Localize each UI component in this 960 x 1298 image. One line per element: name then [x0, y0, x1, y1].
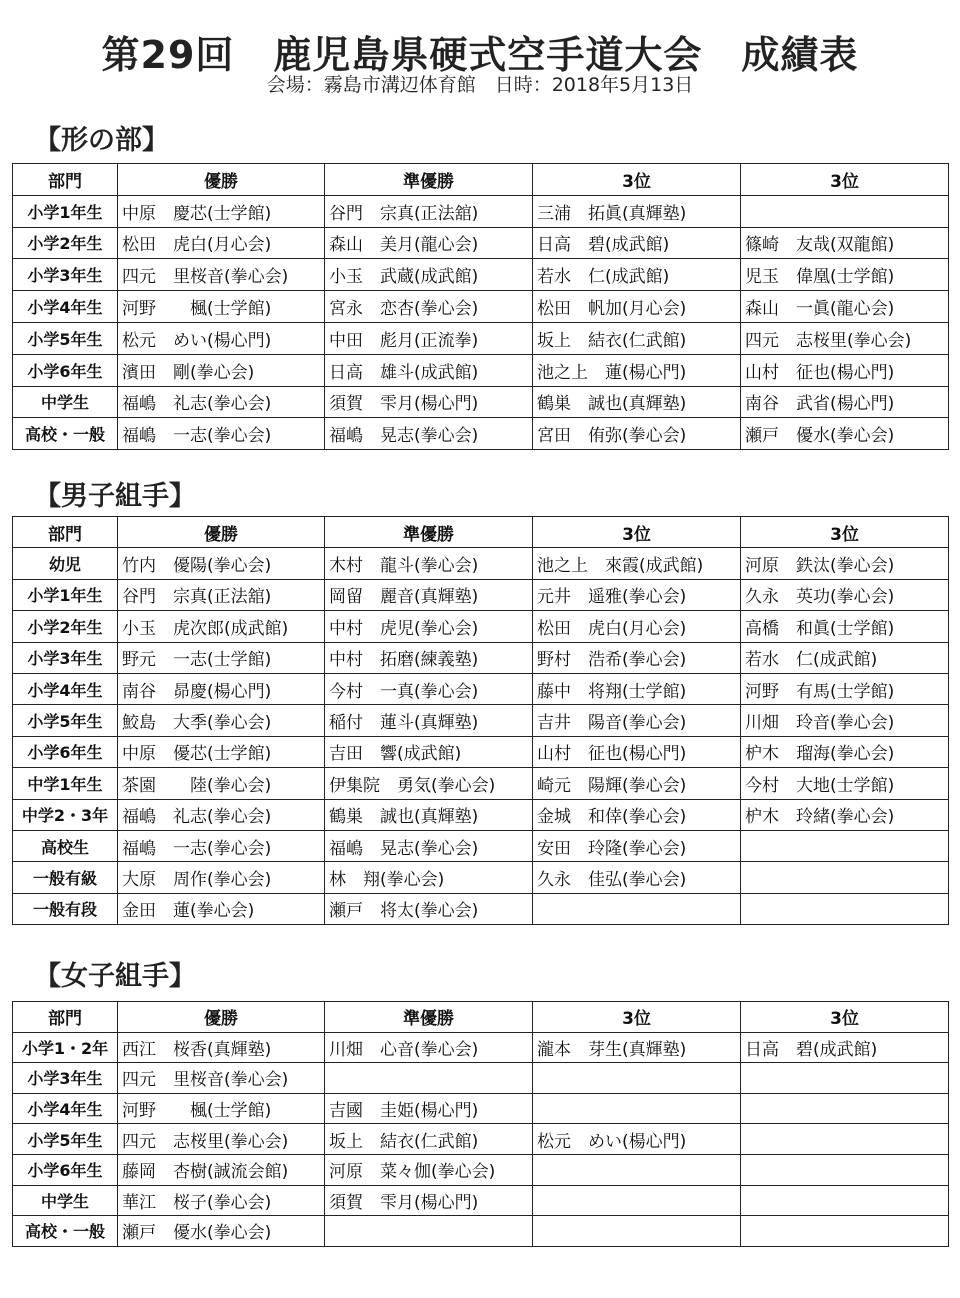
third-place-cell [533, 893, 741, 924]
third-place-cell: 金城 和倖(拳心会) [533, 799, 741, 830]
boys-kumite-results-table [12, 516, 949, 925]
division-cell: 幼児 [13, 548, 118, 579]
runner-up-cell: 谷門 宗真(正法舘) [325, 195, 533, 227]
table-row [13, 548, 949, 579]
third-place-cell: 日高 碧(成武館) [533, 227, 741, 259]
winner-cell: 茶園 陸(拳心会) [118, 768, 325, 799]
winner-cell: 松元 めい(楊心門) [118, 322, 325, 354]
table-row [13, 259, 949, 291]
header-third-place: 3位 [741, 1002, 949, 1033]
table-row [13, 768, 949, 799]
division-cell: 小学5年生 [13, 1124, 118, 1155]
header-third-place: 3位 [741, 164, 949, 196]
winner-cell: 南谷 昴慶(楊心門) [118, 673, 325, 704]
table-row [13, 386, 949, 418]
header-third-place: 3位 [533, 517, 741, 548]
section-heading-boys-kumite: 【男子組手】 [34, 481, 196, 512]
runner-up-cell: 須賀 雫月(楊心門) [325, 386, 533, 418]
division-cell: 一般有級 [13, 862, 118, 893]
table-row [13, 1216, 949, 1247]
third-place-cell: 川畑 玲音(拳心会) [741, 705, 949, 736]
section-heading-girls-kumite: 【女子組手】 [34, 961, 196, 992]
header-winner: 優勝 [118, 517, 325, 548]
division-cell: 小学2年生 [13, 611, 118, 642]
winner-cell: 瀬戸 優水(拳心会) [118, 1216, 325, 1247]
table-row [13, 1154, 949, 1185]
header-division: 部門 [13, 164, 118, 196]
section-heading-kata: 【形の部】 [34, 125, 169, 156]
division-cell: 中学2・3年 [13, 799, 118, 830]
table-header-row [13, 1002, 949, 1033]
header-third-place: 3位 [533, 164, 741, 196]
third-place-cell [741, 1185, 949, 1216]
table-row [13, 673, 949, 704]
runner-up-cell: 宮永 恋杏(拳心会) [325, 291, 533, 323]
runner-up-cell: 福嶋 晃志(拳心会) [325, 830, 533, 861]
page-title: 第29回 鹿児島県硬式空手道大会 成績表 [101, 33, 859, 77]
winner-cell: 中原 優芯(士学館) [118, 736, 325, 767]
third-place-cell: 藤中 将翔(士学館) [533, 673, 741, 704]
header-third-place: 3位 [741, 517, 949, 548]
division-cell: 中学1年生 [13, 768, 118, 799]
table-row [13, 227, 949, 259]
third-place-cell: 久永 英功(拳心会) [741, 579, 949, 610]
header-runner-up: 準優勝 [325, 517, 533, 548]
third-place-cell: 河原 鉄汰(拳心会) [741, 548, 949, 579]
winner-cell: 金田 蓮(拳心会) [118, 893, 325, 924]
third-place-cell: 安田 玲隆(拳心会) [533, 830, 741, 861]
runner-up-cell: 林 翔(拳心会) [325, 862, 533, 893]
runner-up-cell: 吉國 圭姫(楊心門) [325, 1093, 533, 1124]
winner-cell: 四元 里桜音(拳心会) [118, 1063, 325, 1094]
winner-cell: 野元 一志(士学館) [118, 642, 325, 673]
third-place-cell: 崎元 陽輝(拳心会) [533, 768, 741, 799]
table-row [13, 611, 949, 642]
third-place-cell: 瀬戸 優水(拳心会) [741, 418, 949, 450]
table-row [13, 322, 949, 354]
runner-up-cell: 伊集院 勇気(拳心会) [325, 768, 533, 799]
runner-up-cell: 森山 美月(龍心会) [325, 227, 533, 259]
runner-up-cell [325, 1063, 533, 1094]
division-cell: 小学5年生 [13, 705, 118, 736]
third-place-cell: 児玉 偉凰(士学館) [741, 259, 949, 291]
kata-results-table [12, 163, 949, 450]
division-cell: 一般有段 [13, 893, 118, 924]
division-cell: 小学3年生 [13, 1063, 118, 1094]
winner-cell: 福嶋 礼志(拳心会) [118, 799, 325, 830]
third-place-cell [533, 1185, 741, 1216]
division-cell: 小学1・2年 [13, 1032, 118, 1063]
third-place-cell: 四元 志桜里(拳心会) [741, 322, 949, 354]
table-row [13, 1063, 949, 1094]
header-runner-up: 準優勝 [325, 164, 533, 196]
table-row [13, 195, 949, 227]
winner-cell: 四元 里桜音(拳心会) [118, 259, 325, 291]
third-place-cell: 篠崎 友哉(双龍館) [741, 227, 949, 259]
division-cell: 小学6年生 [13, 354, 118, 386]
runner-up-cell: 岡留 麗音(真輝塾) [325, 579, 533, 610]
runner-up-cell: 中村 虎児(拳心会) [325, 611, 533, 642]
division-cell: 高校・一般 [13, 1216, 118, 1247]
third-place-cell: 河野 有馬(士学館) [741, 673, 949, 704]
runner-up-cell: 中田 彪月(正流拳) [325, 322, 533, 354]
third-place-cell: 山村 征也(楊心門) [533, 736, 741, 767]
third-place-cell: 山村 征也(楊心門) [741, 354, 949, 386]
header-division: 部門 [13, 517, 118, 548]
runner-up-cell: 日高 雄斗(成武館) [325, 354, 533, 386]
table-row [13, 579, 949, 610]
runner-up-cell: 坂上 結衣(仁武館) [325, 1124, 533, 1155]
third-place-cell [741, 893, 949, 924]
venue-date-line: 会場：霧島市溝辺体育館 日時：2018年5月13日 [266, 74, 694, 96]
third-place-cell [533, 1093, 741, 1124]
division-cell: 中学生 [13, 386, 118, 418]
runner-up-cell: 鶴巣 誠也(真輝塾) [325, 799, 533, 830]
third-place-cell: 若水 仁(成武館) [533, 259, 741, 291]
third-place-cell: 三浦 拓眞(真輝塾) [533, 195, 741, 227]
header-winner: 優勝 [118, 164, 325, 196]
table-row [13, 736, 949, 767]
third-place-cell: 松田 虎白(月心会) [533, 611, 741, 642]
third-place-cell: 枦木 玲緒(拳心会) [741, 799, 949, 830]
header-winner: 優勝 [118, 1002, 325, 1033]
division-cell: 小学4年生 [13, 291, 118, 323]
division-cell: 小学6年生 [13, 1154, 118, 1185]
winner-cell: 河野 楓(士学館) [118, 291, 325, 323]
third-place-cell [741, 862, 949, 893]
winner-cell: 西江 桜香(真輝塾) [118, 1032, 325, 1063]
third-place-cell: 野村 浩希(拳心会) [533, 642, 741, 673]
runner-up-cell: 須賀 雫月(楊心門) [325, 1185, 533, 1216]
third-place-cell [741, 1093, 949, 1124]
winner-cell: 四元 志桜里(拳心会) [118, 1124, 325, 1155]
division-cell: 小学4年生 [13, 1093, 118, 1124]
third-place-cell: 今村 大地(士学館) [741, 768, 949, 799]
third-place-cell: 森山 一眞(龍心会) [741, 291, 949, 323]
table-row [13, 291, 949, 323]
third-place-cell: 日高 碧(成武館) [741, 1032, 949, 1063]
third-place-cell [533, 1216, 741, 1247]
third-place-cell: 吉井 陽音(拳心会) [533, 705, 741, 736]
third-place-cell: 久永 佳弘(拳心会) [533, 862, 741, 893]
table-row [13, 799, 949, 830]
runner-up-cell: 稲付 蓮斗(真輝塾) [325, 705, 533, 736]
winner-cell: 福嶋 一志(拳心会) [118, 830, 325, 861]
winner-cell: 福嶋 礼志(拳心会) [118, 386, 325, 418]
header-runner-up: 準優勝 [325, 1002, 533, 1033]
division-cell: 小学3年生 [13, 259, 118, 291]
third-place-cell: 若水 仁(成武館) [741, 642, 949, 673]
runner-up-cell: 瀬戸 将太(拳心会) [325, 893, 533, 924]
third-place-cell [533, 1063, 741, 1094]
third-place-cell: 池之上 蓮(楊心門) [533, 354, 741, 386]
winner-cell: 竹内 優陽(拳心会) [118, 548, 325, 579]
table-row [13, 893, 949, 924]
division-cell: 小学1年生 [13, 195, 118, 227]
third-place-cell: 宮田 侑弥(拳心会) [533, 418, 741, 450]
header-division: 部門 [13, 1002, 118, 1033]
division-cell: 高校生 [13, 830, 118, 861]
table-row [13, 862, 949, 893]
third-place-cell: 高橋 和眞(士学館) [741, 611, 949, 642]
winner-cell: 松田 虎白(月心会) [118, 227, 325, 259]
third-place-cell [741, 1124, 949, 1155]
third-place-cell [533, 1154, 741, 1185]
third-place-cell [741, 1216, 949, 1247]
runner-up-cell: 小玉 武蔵(成武館) [325, 259, 533, 291]
third-place-cell: 松元 めい(楊心門) [533, 1124, 741, 1155]
division-cell: 小学1年生 [13, 579, 118, 610]
winner-cell: 福嶋 一志(拳心会) [118, 418, 325, 450]
third-place-cell [741, 195, 949, 227]
runner-up-cell: 川畑 心音(拳心会) [325, 1032, 533, 1063]
third-place-cell: 南谷 武省(楊心門) [741, 386, 949, 418]
winner-cell: 藤岡 杏樹(誠流会館) [118, 1154, 325, 1185]
winner-cell: 小玉 虎次郎(成武館) [118, 611, 325, 642]
division-cell: 小学2年生 [13, 227, 118, 259]
table-row [13, 1032, 949, 1063]
runner-up-cell: 今村 一真(拳心会) [325, 673, 533, 704]
table-row [13, 642, 949, 673]
division-cell: 中学生 [13, 1185, 118, 1216]
third-place-cell [741, 830, 949, 861]
third-place-cell: 枦木 瑠海(拳心会) [741, 736, 949, 767]
third-place-cell: 坂上 結衣(仁武館) [533, 322, 741, 354]
winner-cell: 濱田 剛(拳心会) [118, 354, 325, 386]
third-place-cell: 池之上 來霞(成武館) [533, 548, 741, 579]
winner-cell: 大原 周作(拳心会) [118, 862, 325, 893]
third-place-cell [741, 1154, 949, 1185]
header-third-place: 3位 [533, 1002, 741, 1033]
third-place-cell: 元井 遥雅(拳心会) [533, 579, 741, 610]
winner-cell: 中原 慶芯(士学館) [118, 195, 325, 227]
division-cell: 小学6年生 [13, 736, 118, 767]
runner-up-cell: 中村 拓磨(練義塾) [325, 642, 533, 673]
table-row [13, 1185, 949, 1216]
division-cell: 小学4年生 [13, 673, 118, 704]
winner-cell: 華江 桜子(拳心会) [118, 1185, 325, 1216]
table-header-row [13, 164, 949, 196]
third-place-cell: 鶴巣 誠也(真輝塾) [533, 386, 741, 418]
table-row [13, 1124, 949, 1155]
table-header-row [13, 517, 949, 548]
winner-cell: 河野 楓(士学館) [118, 1093, 325, 1124]
runner-up-cell: 福嶋 晃志(拳心会) [325, 418, 533, 450]
runner-up-cell: 木村 龍斗(拳心会) [325, 548, 533, 579]
division-cell: 小学3年生 [13, 642, 118, 673]
third-place-cell: 瀧本 芽生(真輝塾) [533, 1032, 741, 1063]
runner-up-cell: 河原 菜々伽(拳心会) [325, 1154, 533, 1185]
winner-cell: 鮫島 大季(拳心会) [118, 705, 325, 736]
division-cell: 小学5年生 [13, 322, 118, 354]
table-row [13, 418, 949, 450]
runner-up-cell [325, 1216, 533, 1247]
table-row [13, 354, 949, 386]
division-cell: 高校・一般 [13, 418, 118, 450]
girls-kumite-results-table [12, 1001, 949, 1247]
table-row [13, 705, 949, 736]
third-place-cell [741, 1063, 949, 1094]
table-row [13, 830, 949, 861]
winner-cell: 谷門 宗真(正法舘) [118, 579, 325, 610]
third-place-cell: 松田 帆加(月心会) [533, 291, 741, 323]
table-row [13, 1093, 949, 1124]
runner-up-cell: 吉田 響(成武館) [325, 736, 533, 767]
